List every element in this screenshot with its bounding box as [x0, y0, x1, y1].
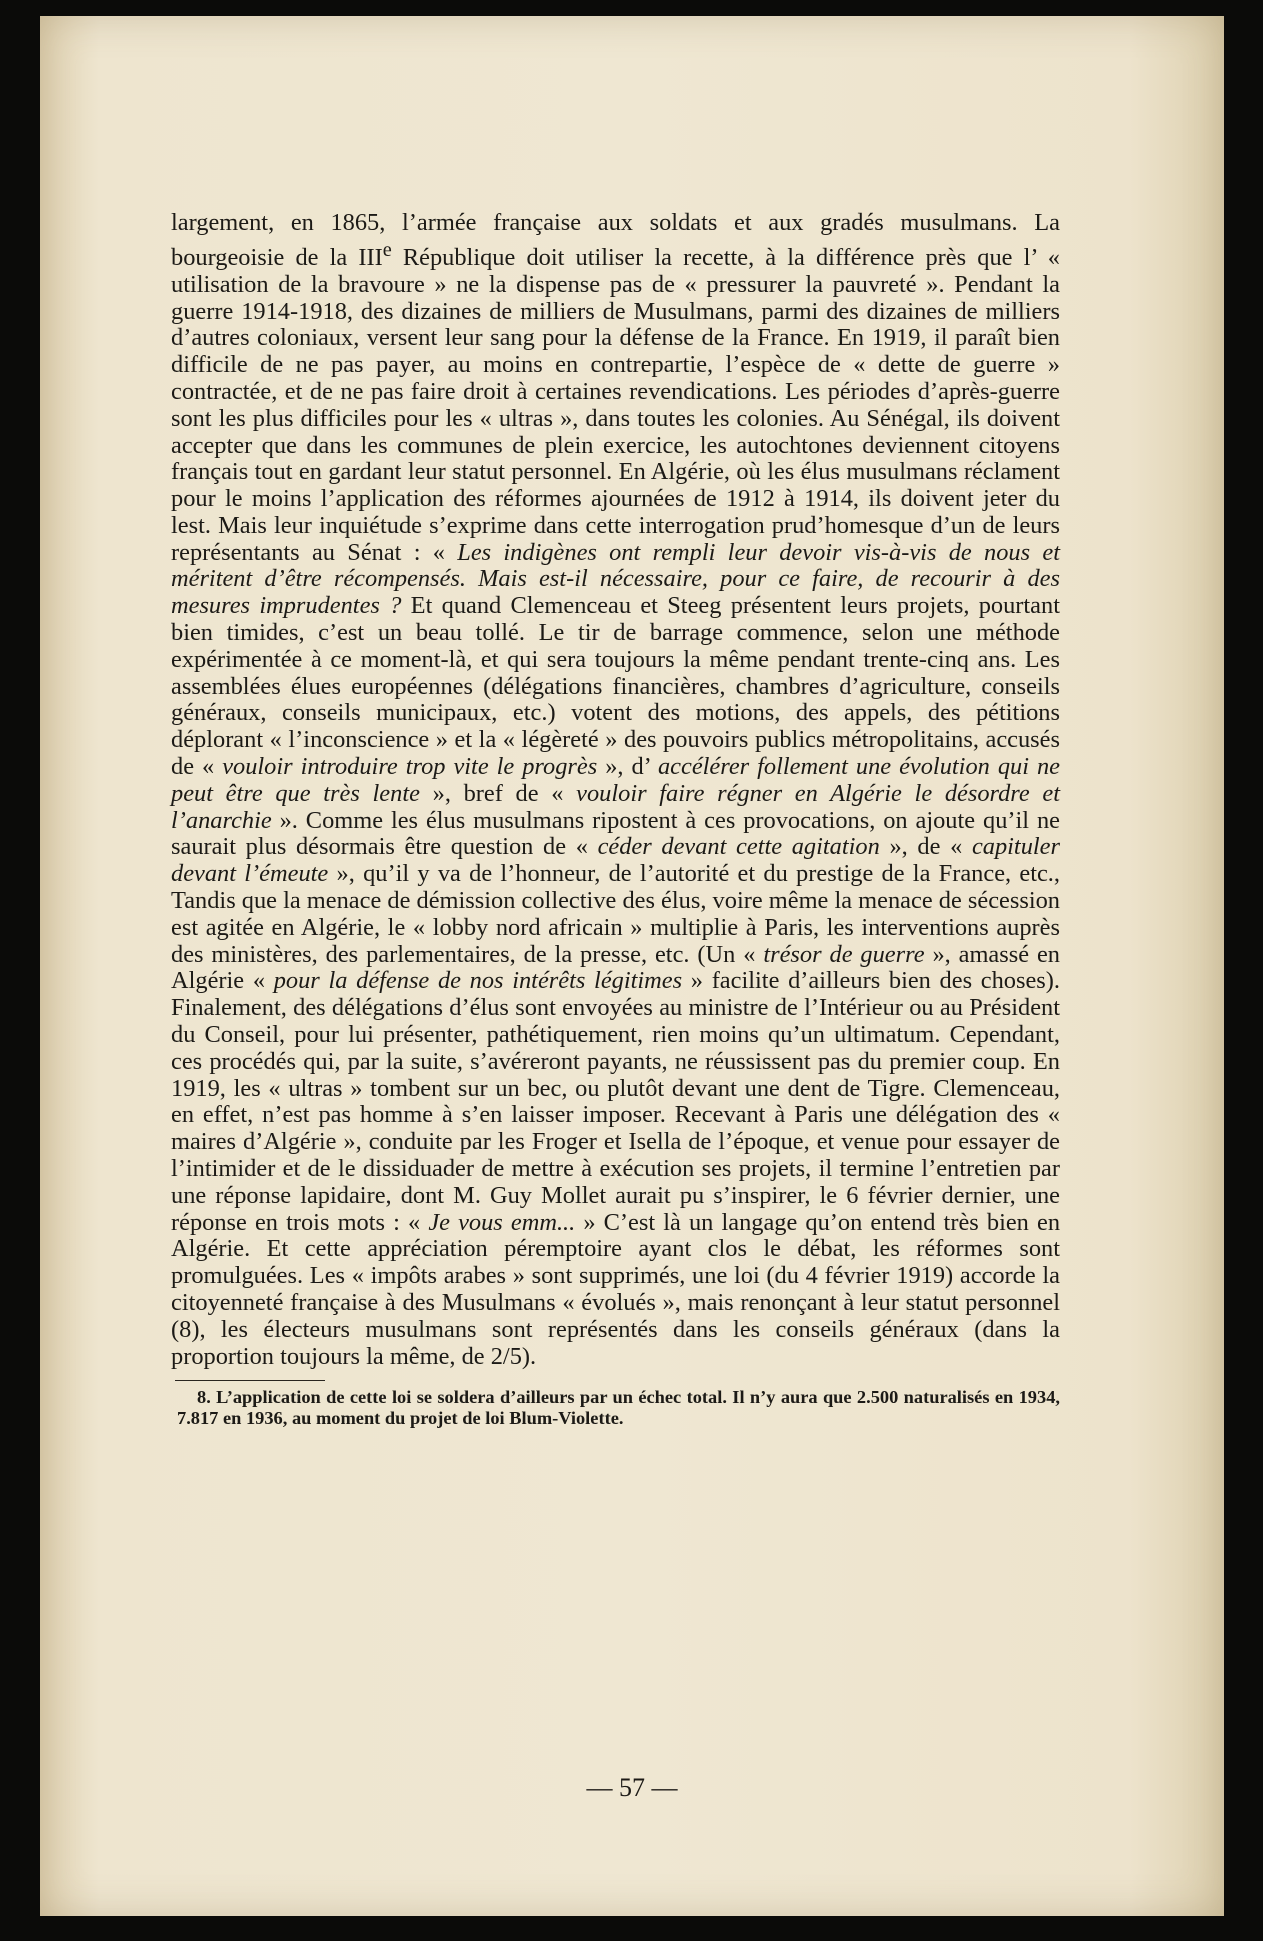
body-text-segment: largement, en 1865, l’armée française aux soldats et aux gradés musulmans. La bourgeoisie de la III [171, 209, 1060, 271]
body-text-segment: », amassé en Algérie « [171, 940, 1060, 995]
body-text-segment: », bref de « [419, 779, 577, 807]
body-text-segment: » C’est là un langage qu’on entend très bien en Algérie. Et cette appréciation péremptoire ayant clos le débat, les réformes sont promulguées. Les « impôts arabes » sont supprimés, une loi (du 4 février 1919) accorde la citoyenneté française à des Musulmans « évolués », mais renonçant à leur statut personnel (8), les électeurs musulmans sont représentés dans les conseils généraux (dans la proportion toujours la même, de 2/5). [171, 1208, 1061, 1370]
body-text-segment: », d’ [597, 753, 658, 781]
italic-quote: vouloir faire régner en Algérie le désordre et l’anarchie [171, 779, 1061, 834]
italic-quote: vouloir introduire trop vite le progrès [222, 753, 598, 781]
body-text-segment: », qu’il y va de l’honneur, de l’autorité et du prestige de la France, etc., Tandis que la menace de démission collective des élus, voire même la menace de sécession est agitée en Algérie, le « lobby nord africain » multiplie à Paris, les interventions auprès des ministères, des parlementaires, de la presse, etc. (Un « [171, 860, 1061, 968]
italic-quote: accélérer follement une évolution qui ne peut être que très lente [171, 753, 1060, 807]
italic-quote: céder devant cette agitation [597, 833, 880, 861]
book-page [40, 16, 1224, 1916]
italic-quote: capituler devant l’émeute [171, 833, 1060, 888]
footnote [171, 1387, 1060, 1429]
italic-quote: pour la défense de nos intérêts légitimes [273, 967, 683, 995]
body-text-segment: », de « [879, 833, 972, 861]
superscript: e [382, 238, 392, 261]
body-text-segment: Et quand Clemenceau et Steeg présentent leurs projets, pourtant bien timides, c’est un beau tollé. Le tir de barrage commence, selon une méthode expérimentée à ce moment-là, et qui sera toujours la même pendant trente-cinq ans. Les assemblées élues européennes (délégations financières, chambres d’agriculture, conseils généraux, conseils municipaux, etc.) votent des motions, des appels, des pétitions déplorant « l’inconscience » et la « légèreté » des pouvoirs publics métropolitains, accusés de « [171, 592, 1060, 781]
italic-quote: Je vous emm... [428, 1208, 576, 1236]
italic-quote: Les indigènes ont rempli leur devoir vis-à-vis de nous et méritent d’être récompensés. Mais est-il nécessaire, pour ce faire, de recourir à des mesures imprudentes ? [171, 538, 1060, 620]
footnote-number: 8. [197, 1387, 211, 1408]
body-paragraph [171, 210, 1060, 1370]
body-text-segment: ». Comme les élus musulmans ripostent à ces provocations, on ajoute qu’il ne saurait plus désormais être question de « [171, 806, 1060, 861]
footnote-divider [175, 1380, 325, 1381]
italic-quote: trésor de guerre [763, 940, 925, 968]
page-number: — 57 — [586, 1773, 678, 1802]
body-text-segment: » facilite d’ailleurs bien des choses). Finalement, des délégations d’élus sont envoyées au ministre de l’Intérieur ou au Président du Conseil, pour lui présenter, pathétiquement, rien moins qu’un ultimatum. Cependant, ces procédés qui, par la suite, s’avéreront payants, ne réussissent pas du premier coup. En 1919, les « ultras » tombent sur un bec, ou plutôt devant une dent de Tigre. Clemenceau, en effet, n’est pas homme à s’en laisser imposer. Recevant à Paris une délégation des « maires d’Algérie », conduite par les Froger et Isella de l’époque, et venue pour essayer de l’intimider et de le dissiduader de mettre à exécution ses projets, il termine l’entretien par une réponse lapidaire, dont M. Guy Mollet aurait pu s’inspirer, le 6 février dernier, une réponse en trois mots : « [171, 967, 1060, 1236]
page-text-block [171, 210, 1060, 1429]
footnote-text: L’application de cette loi se soldera d’ailleurs par un échec total. Il n’y aura que 2.500 naturalisés en 1934, 7.817 en 1936, au moment du projet de loi Blum-Violette. [177, 1387, 1060, 1429]
body-text-segment: République doit utiliser la recette, à la différence près que l’ « utilisation de la bravoure » ne la dispense pas de « pressurer la pauvreté ». Pendant la guerre 1914-1918, des dizaines de milliers de Musulmans, parmi des dizaines de milliers d’autres coloniaux, versent leur sang pour la défense de la France. En 1919, il paraît bien difficile de ne pas payer, au moins en contrepartie, l’espèce de « dette de guerre » contractée, et de ne pas faire droit à certaines revendications. Les périodes d’après-guerre sont les plus difficiles pour les « ultras », dans toutes les colonies. Au Sénégal, ils doivent accepter que dans les communes de plein exercice, les autochtones deviennent citoyens français tout en gardant leur statut personnel. En Algérie, où les élus musulmans réclament pour le moins l’application des réformes ajournées de 1912 à 1914, ils doivent jeter du lest. Mais leur inquiétude s’exprime dans cette interrogation prud’homesque d’un de leurs représentants au Sénat : « [171, 243, 1060, 566]
